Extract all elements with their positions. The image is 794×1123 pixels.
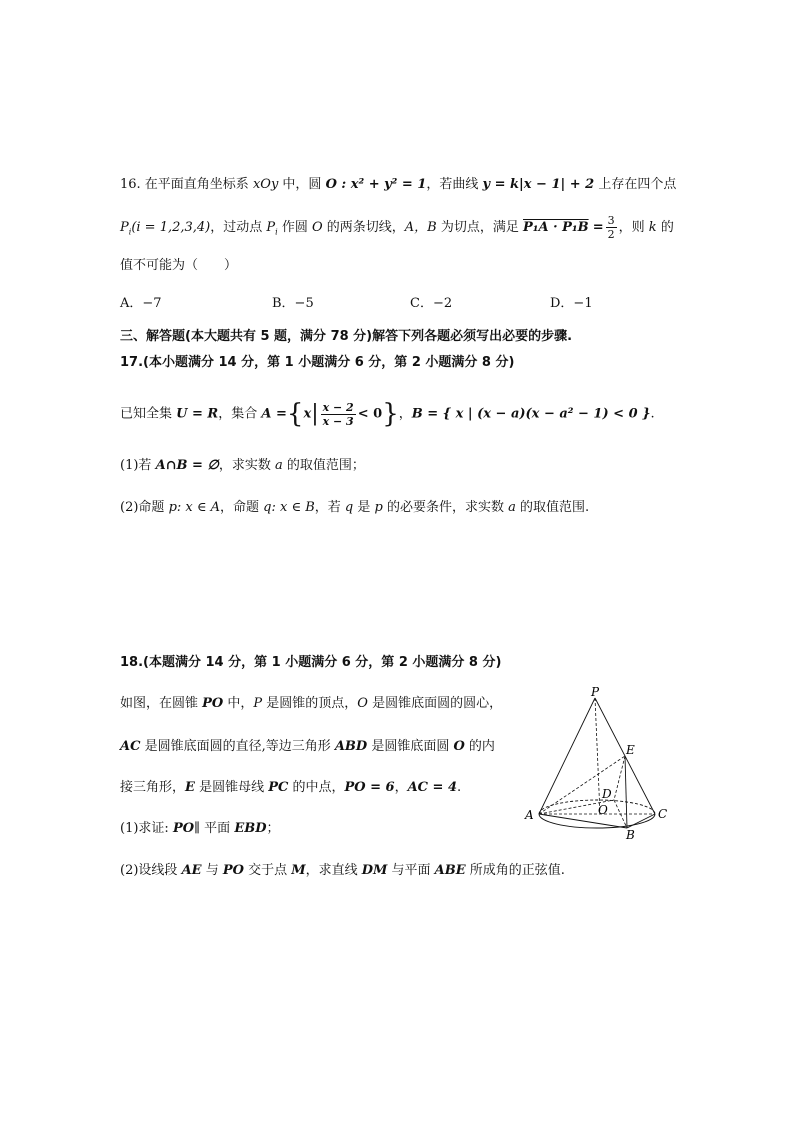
segment-ae [539,756,625,814]
label-c: C [658,807,668,821]
set-a-rhs: < 0 [357,406,383,422]
segment-po: PO [172,821,195,836]
fraction-numerator: x − 2 [322,400,354,414]
q18-line-1 [120,694,502,714]
tangent-points: A，B [404,220,437,235]
point-p: P [120,220,129,235]
q17-part-1 [120,456,365,476]
q18-text: 是圆锥的顶点， [262,696,358,711]
q16-text: ，过动点 [210,220,267,235]
point-subscript: i [128,227,132,237]
q16-text: 的两条切线， [322,220,405,235]
q17-part-2 [120,498,589,518]
vector-product: P₁A · P₁B [523,220,589,235]
q18-text: 交于点 [243,863,292,878]
q18-part-1 [120,819,280,839]
cone-diagram [522,686,672,841]
point-o: O [453,739,465,754]
q17-text: 的取值范围. [515,500,590,515]
q16-text: 为切点，满足 [436,220,524,235]
point-subscript: i [275,227,278,237]
segment-bc [627,814,655,828]
q16-text: ，则 [618,220,649,235]
var-a: a [274,458,283,473]
q16-text: 上存在四个点 [594,177,677,192]
q18-text: ； [266,821,280,836]
proposition-p: p: x ∈ A [168,500,221,515]
q18-text: (2)设线段 [120,863,182,878]
q17-text: ， [398,406,412,422]
segment-po: PO [222,863,244,878]
axis-po [595,698,600,814]
option-d: D．−1 [550,296,593,311]
q16-text: 作圆 [277,220,312,235]
circle-o: O [311,220,323,235]
q16-line-3: 值不可能为（ ） [120,258,238,273]
fraction-numerator: 3 [607,214,615,227]
label-a: A [525,808,534,822]
q17-text: ，若 [314,500,345,515]
left-brace: { [286,399,304,429]
label-p: P [591,686,600,699]
q18-text: 的内 [464,739,495,754]
q17-text: . [650,406,655,422]
q18-text: 中， [223,696,254,711]
equals-sign: = [592,220,604,235]
q17-intro [120,399,655,430]
segment-pc: PC [268,780,289,795]
q18-text: 是圆锥底面圆的圆心， [367,696,503,711]
po-length: PO = 6 [344,780,395,795]
option-b: B．−5 [272,296,314,311]
q16-text: ，若曲线 [426,177,483,192]
generator-pa [539,698,595,814]
plane-ebd: EBD [234,821,267,836]
var-p: p [374,500,383,515]
q18-text: ，求直线 [305,863,362,878]
q17-text: (2)命题 [120,500,169,515]
cone-figure [522,686,672,841]
point-e: E [185,780,195,795]
label-d: D [602,787,612,801]
point-o: O [357,696,368,711]
curve-equation: y = k|x − 1| + 2 [482,177,595,192]
segment-ab [539,814,627,828]
section-3-heading: 三、解答题(本大题共有 5 题，满分 78 分)解答下列各题必须写出必要的步骤. [120,329,573,344]
q17-text: ，求实数 [218,458,275,473]
q18-part-2 [120,861,565,881]
q17-text: 的取值范围； [282,458,365,473]
q16-text: 中，圆 [278,177,326,192]
q18-text: 与 [201,863,223,878]
set-a-var: x [303,406,312,422]
q17-text: ，集合 [218,406,262,422]
set-a-lhs: A = [261,406,287,422]
segment-eb [625,756,627,828]
set-a-fraction [321,401,356,428]
segment-ae: AE [181,863,202,878]
proposition-q: q: x ∈ B [263,500,315,515]
coord-system-var: xOy [252,177,279,192]
segment-ac: AC [120,739,141,754]
q17-text: 是 [353,500,375,515]
point-m: M [291,863,306,878]
label-o: O [598,803,608,817]
base-ellipse-front [539,814,655,828]
fraction-denominator: x − 3 [322,414,354,428]
q18-header: 18.(本题满分 14 分，第 1 小题满分 6 分，第 2 小题满分 8 分) [120,655,502,670]
option-c: C．−2 [410,296,453,311]
q18-line-3 [120,778,461,798]
universe-set: U = R [176,406,219,422]
q18-text: 如图，在圆锥 [120,696,203,711]
ac-length: AC = 4 [407,780,458,795]
q16-line-2 [120,214,674,243]
q18-text: 所成角的正弦值. [465,863,565,878]
q18-text: 接三角形， [120,780,186,795]
q17-text: 已知全集 [120,406,177,422]
q17-header: 17.(本小题满分 14 分，第 1 小题满分 6 分，第 2 小题满分 8 分) [120,355,515,370]
line-dm: DM [361,863,388,878]
q18-text: 是圆锥底面圆的直径,等边三角形 [140,739,335,754]
q18-text: 与平面 [387,863,435,878]
q18-text: 是圆锥底面圆 [367,739,454,754]
bar: | [311,401,319,426]
label-e: E [626,743,635,757]
right-brace: } [382,399,399,429]
fraction-3-2 [606,214,617,241]
q18-text: 是圆锥母线 [194,780,269,795]
q17-text: 的必要条件，求实数 [382,500,509,515]
q17-text: ，命题 [220,500,264,515]
q18-text: ∥ 平面 [194,821,235,836]
point-p: P [266,220,276,235]
q16-text: 16. 在平面直角坐标系 [120,177,253,192]
fraction-denominator: 2 [607,228,615,241]
index-set: (i = 1,2,3,4) [131,220,211,235]
q18-text: 的中点， [288,780,345,795]
q18-text: ， [394,780,408,795]
var-k: k [648,220,657,235]
q18-text: (1)求证: [120,821,173,836]
q16-text: 的 [656,220,674,235]
triangle-abd: ABD [334,739,368,754]
set-b: B = { x | (x − a)(x − a² − 1) < 0 } [411,406,651,422]
point-p: P [253,696,263,711]
intersection-expr: A∩B = ∅ [155,458,219,473]
q18-text: . [457,780,462,795]
q18-line-2 [120,737,495,757]
var-a: a [508,500,516,515]
var-q: q [344,500,354,515]
plane-abe: ABE [434,863,466,878]
circle-equation: O : x² + y² = 1 [325,177,427,192]
cone-po: PO [202,696,224,711]
option-a: A．−7 [120,296,162,311]
label-b: B [626,828,635,841]
q17-text: (1)若 [120,458,156,473]
q16-line-1 [120,175,676,195]
